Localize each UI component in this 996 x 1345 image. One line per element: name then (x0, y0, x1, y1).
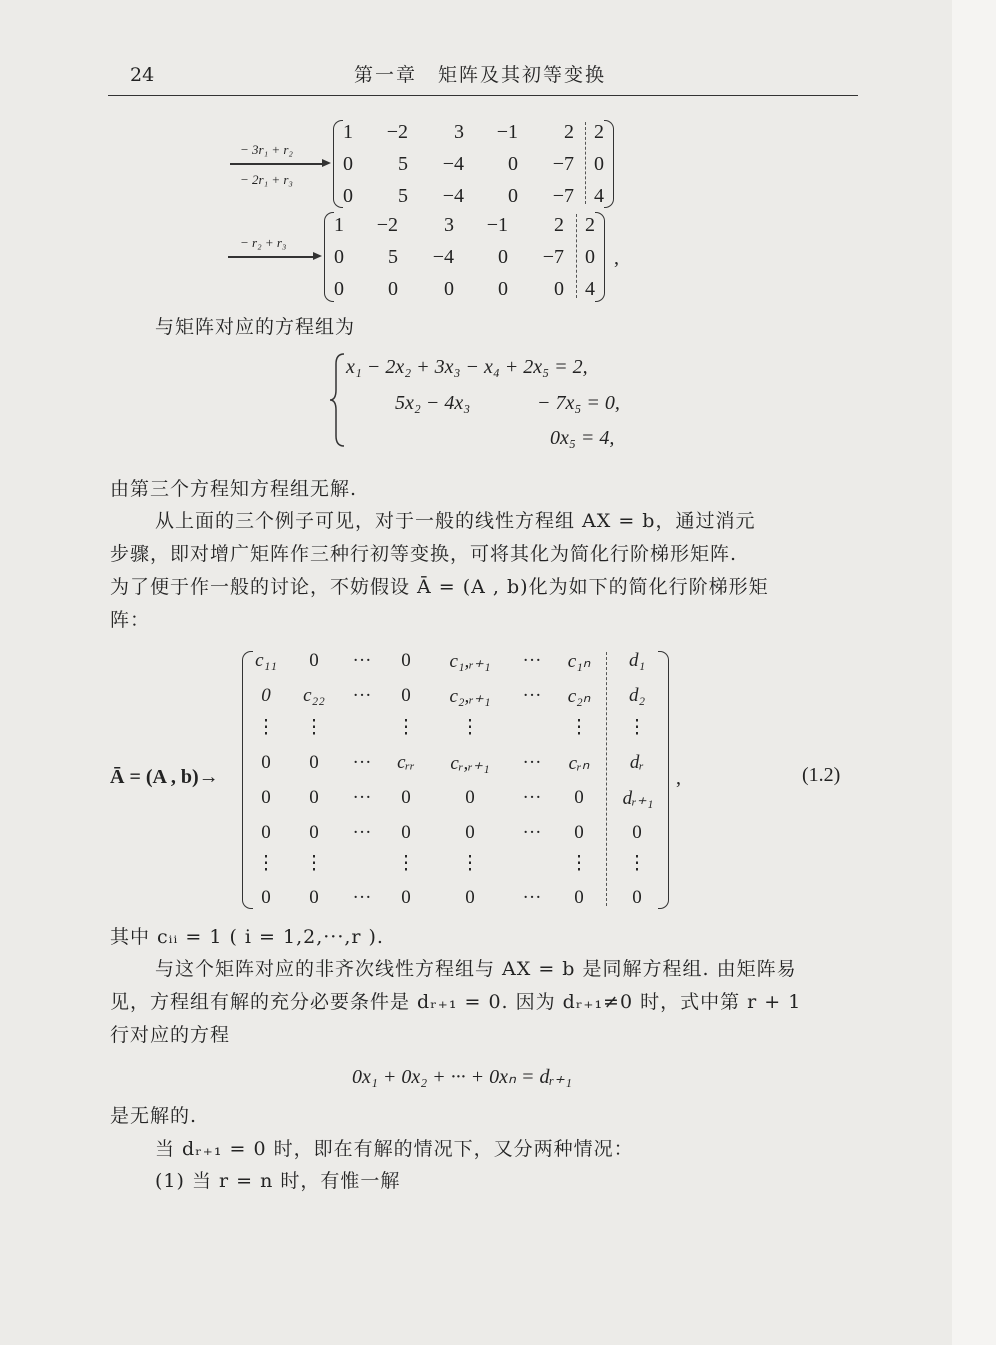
matrix-cell: 3 (444, 214, 454, 236)
matrix-cell: −7 (552, 153, 574, 175)
matrix-cell: 0 (465, 887, 475, 908)
matrix-cell: −1 (496, 121, 518, 143)
matrix-cell: ⋮ (627, 717, 647, 738)
matrix-cell: 0 (388, 278, 398, 300)
equation-2-right: − 7x₅ = 0, (537, 392, 620, 414)
matrix-cell: 2 (564, 121, 574, 143)
matrix-cell: 0 (309, 822, 319, 843)
matrix-cell: 0 (465, 787, 475, 808)
matrix-cell: c₂₂ (303, 685, 325, 706)
equation-1: x₁ − 2x₂ + 3x₃ − x₄ + 2x₅ = 2, (346, 356, 588, 378)
matrix-cell: 0 (554, 278, 564, 300)
row-op-label-bottom: − 2r₁ + r₃ (240, 172, 293, 187)
matrix-cell: 0 (498, 246, 508, 268)
matrix-cell: ··· (352, 787, 372, 808)
matrix-cell: ··· (352, 822, 372, 843)
matrix-cell: 5 (388, 246, 398, 268)
system-intro: 与矩阵对应的方程组为 (155, 316, 356, 338)
paragraph-line: 见，方程组有解的充分必要条件是 dᵣ₊₁ = 0. 因为 dᵣ₊₁≠0 时，式中第 r + 1 (110, 991, 802, 1013)
paragraph-line: 为了便于作一般的讨论，不妨假设 Ā = (A , b)化为如下的简化行阶梯形矩 (110, 576, 769, 598)
matrix-cell: 0 (401, 787, 411, 808)
matrix-cell: 0 (343, 153, 353, 175)
matrix-cell: 0 (401, 887, 411, 908)
page-number: 24 (130, 64, 155, 86)
arrow-head-icon (313, 252, 322, 260)
matrix-cell: 1 (343, 121, 353, 143)
matrix-cell: ⋮ (569, 717, 589, 738)
matrix-cell: ··· (522, 752, 542, 773)
matrix-cell: 2 (585, 214, 595, 236)
big-matrix-comma: , (676, 767, 681, 789)
paragraph-line: 行对应的方程 (110, 1024, 231, 1046)
matrix-cell: 0 (261, 887, 271, 908)
matrix-cell: 0 (334, 246, 344, 268)
matrix-cell: c₂,ᵣ₊₁ (449, 686, 491, 707)
matrix-cell: 4 (585, 278, 595, 300)
paragraph-line: 与这个矩阵对应的非齐次线性方程组与 AX = b 是同解方程组. 由矩阵易 (155, 958, 797, 980)
matrix-cell: 0 (261, 787, 271, 808)
matrix-cell: c₁₁ (255, 650, 277, 671)
matrix-cell: −4 (442, 185, 464, 207)
equation-2-left: 5x₂ − 4x₃ (395, 392, 471, 414)
matrix-cell: cᵣᵣ (397, 752, 415, 773)
matrix-2-right-bracket (595, 212, 605, 302)
matrix-cell: 2 (594, 121, 604, 143)
matrix-cell: ··· (522, 887, 542, 908)
matrix-cell: −2 (376, 214, 398, 236)
matrix-cell: ⋮ (627, 853, 647, 874)
matrix-cell: ⋮ (460, 853, 480, 874)
matrix-cell: cᵣ,ᵣ₊₁ (450, 753, 490, 774)
arrow-head-icon (322, 159, 331, 167)
matrix-cell: 0 (401, 685, 411, 706)
matrix-2-comma: , (614, 247, 619, 269)
matrix-cell: 0 (343, 185, 353, 207)
matrix-cell: 0 (309, 787, 319, 808)
matrix-cell: 0 (401, 822, 411, 843)
paragraph-line: 步骤，即对增广矩阵作三种行初等变换，可将其化为简化行阶梯形矩阵. (110, 543, 738, 565)
equation-3: 0x₅ = 4, (550, 427, 615, 449)
matrix-cell: 0 (508, 153, 518, 175)
matrix-cell: −7 (552, 185, 574, 207)
matrix-cell: 5 (398, 185, 408, 207)
matrix-cell: ··· (522, 685, 542, 706)
matrix-cell: 0 (261, 752, 271, 773)
matrix-2-augment-line (576, 214, 577, 298)
matrix-cell: d₂ (628, 685, 646, 706)
chapter-title: 第一章 矩阵及其初等变换 (354, 64, 607, 86)
transform-arrow-1 (230, 163, 325, 165)
matrix-cell: 5 (398, 153, 408, 175)
matrix-cell: 0 (444, 278, 454, 300)
paragraph-line: (1) 当 r = n 时，有惟一解 (155, 1170, 401, 1192)
matrix-cell: 0 (632, 887, 642, 908)
matrix-cell: 0 (309, 752, 319, 773)
matrix-cell: 0 (309, 650, 319, 671)
matrix-cell: ⋮ (304, 853, 324, 874)
matrix-cell: c₁,ᵣ₊₁ (449, 651, 491, 672)
matrix-cell: 2 (554, 214, 564, 236)
matrix-cell: c₂ₙ (567, 686, 591, 707)
header-rule (108, 95, 858, 96)
matrix-cell: ··· (352, 887, 372, 908)
matrix-cell: ⋮ (460, 717, 480, 738)
matrix-cell: ⋮ (256, 717, 276, 738)
matrix-cell: dᵣ₊₁ (622, 788, 654, 809)
matrix-cell: c₁ₙ (567, 651, 591, 672)
matrix-cell: 4 (594, 185, 604, 207)
matrix-cell: 0 (574, 787, 584, 808)
matrix-cell: 0 (594, 153, 604, 175)
matrix-cell: 0 (465, 822, 475, 843)
matrix-cell: −4 (442, 153, 464, 175)
matrix-cell: cᵣₙ (568, 753, 590, 774)
paragraph-line: 当 dᵣ₊₁ = 0 时，即在有解的情况下，又分两种情况： (155, 1138, 634, 1160)
matrix-cell: 3 (454, 121, 464, 143)
paragraph-line: 阵： (110, 609, 151, 631)
matrix-cell: 0 (401, 650, 411, 671)
matrix-cell: 0 (632, 822, 642, 843)
matrix-cell: ⋮ (256, 853, 276, 874)
matrix-cell: dᵣ (629, 752, 645, 773)
matrix-cell: ⋮ (569, 853, 589, 874)
matrix-cell: 0 (261, 685, 271, 706)
matrix-cell: ··· (522, 822, 542, 843)
matrix-cell: ··· (352, 685, 372, 706)
matrix-1-augment-line (585, 122, 586, 204)
matrix-cell: 0 (508, 185, 518, 207)
paragraph-line: 从上面的三个例子可见，对于一般的线性方程组 AX = b，通过消元 (155, 510, 756, 532)
matrix-cell: 0 (574, 887, 584, 908)
matrix-cell: 0 (585, 246, 595, 268)
matrix-cell: ··· (522, 787, 542, 808)
where-clause: 其中 cᵢᵢ = 1 ( i = 1,2,···,r ). (110, 926, 384, 948)
matrix-cell: ··· (352, 650, 372, 671)
matrix-1-right-bracket (604, 120, 614, 208)
matrix-cell: ⋮ (396, 717, 416, 738)
matrix-cell: ⋮ (304, 717, 324, 738)
system-brace (328, 352, 346, 448)
matrix-cell: −1 (486, 214, 508, 236)
matrix-cell: 0 (498, 278, 508, 300)
matrix-cell: 0 (261, 822, 271, 843)
matrix-cell: ··· (522, 650, 542, 671)
equation-number: (1.2) (802, 764, 841, 786)
transform-arrow-2 (228, 256, 316, 258)
matrix-cell: ⋮ (396, 853, 416, 874)
matrix-cell: 0 (574, 822, 584, 843)
matrix-cell: 0 (334, 278, 344, 300)
matrix-cell: −2 (386, 121, 408, 143)
display-equation: 0x₁ + 0x₂ + ··· + 0xₙ = dᵣ₊₁ (352, 1066, 572, 1088)
matrix-cell: 1 (334, 214, 344, 236)
matrix-cell: 0 (309, 887, 319, 908)
row-op-label: − r₂ + r₃ (240, 235, 287, 250)
page-edge-strip (952, 0, 996, 1345)
row-op-label-top: − 3r₁ + r₂ (240, 142, 293, 157)
matrix-cell: −4 (432, 246, 454, 268)
matrix-cell: ··· (352, 752, 372, 773)
conclusion-text: 由第三个方程知方程组无解. (110, 478, 358, 500)
paragraph-line: 是无解的. (110, 1105, 198, 1127)
big-matrix-augment-line (606, 652, 607, 906)
augmented-matrix-lhs: Ā = (A , b)→ (110, 766, 219, 788)
matrix-cell: d₁ (628, 650, 646, 671)
matrix-cell: −7 (542, 246, 564, 268)
